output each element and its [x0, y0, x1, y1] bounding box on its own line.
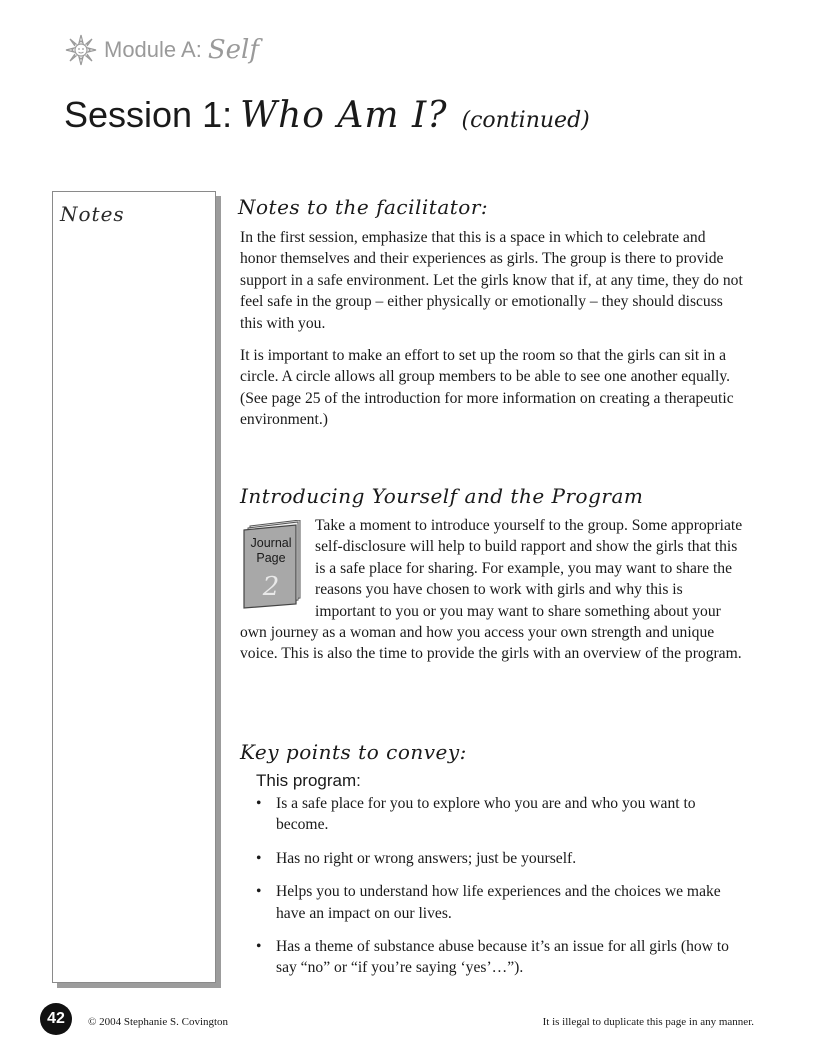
session-label: Session 1: [64, 94, 233, 135]
sun-flower-ornament-icon [64, 33, 98, 67]
introducing-paragraph [240, 515, 745, 665]
introducing-heading: Introducing Yourself and the Program [240, 484, 644, 508]
facilitator-heading: Notes to the facilitator: [238, 195, 489, 219]
list-item: • Has a theme of substance abuse because it’s an issue for all girls (how to say “no” or “if you’re saying ‘yes’…”). [256, 936, 746, 979]
facilitator-paragraph-1: In the first session, emphasize that this is a space in which to celebrate and honor themselves and their experiences as girls. The group is there to provide support in a safe environment. Let the girls know that if, at any time, they do not feel safe in the group – either physically or emotionally – they should discuss this with you. [240, 229, 743, 332]
notes-label: Notes [60, 202, 125, 226]
module-name: Self [207, 35, 259, 65]
notes-panel [52, 191, 216, 983]
page-title [64, 94, 590, 136]
introducing-paragraph-text: Take a moment to introduce yourself to the group. Some appropriate self-disclosure will help to build rapport and show the girls that this is a safe place for sharing. For example, you may want to share the reasons you have chosen to work with girls and why this is important to you or you may want to share something about your own journey as a woman and how you access your own strength and unique voice. This is also the time to provide the girls with an overview of the program. [240, 517, 743, 663]
continued-label: (continued) [461, 108, 590, 133]
key-points-heading: Key points to convey: [240, 740, 467, 764]
key-points-intro: This program: [256, 771, 361, 790]
list-item: • Has no right or wrong answers; just be yourself. [256, 848, 746, 869]
list-item: • Is a safe place for you to explore who you are and who you want to become. [256, 793, 746, 836]
facilitator-paragraph-2: It is important to make an effort to set up the room so that the girls can sit in a circle. A circle allows all group members to be able to see one another equally. (See page 25 of the introduction for more information on creating a therapeutic environment.) [240, 347, 734, 429]
session-name: Who Am I? [240, 95, 448, 136]
copyright-text: © 2004 Stephanie S. Covington [88, 1016, 229, 1028]
page-number-badge: 42 [40, 1003, 72, 1035]
journal-number: 2 [262, 572, 280, 602]
journal-label-line1: Journal [250, 536, 292, 550]
journal-label-line2: Page [256, 551, 286, 565]
list-item: • Helps you to understand how life experiences and the choices we make have an impact on our lives. [256, 881, 746, 924]
module-header [64, 32, 259, 68]
module-label: Module A: [104, 37, 202, 62]
key-points-list [256, 793, 746, 991]
legal-notice: It is illegal to duplicate this page in any manner. [542, 1016, 754, 1028]
